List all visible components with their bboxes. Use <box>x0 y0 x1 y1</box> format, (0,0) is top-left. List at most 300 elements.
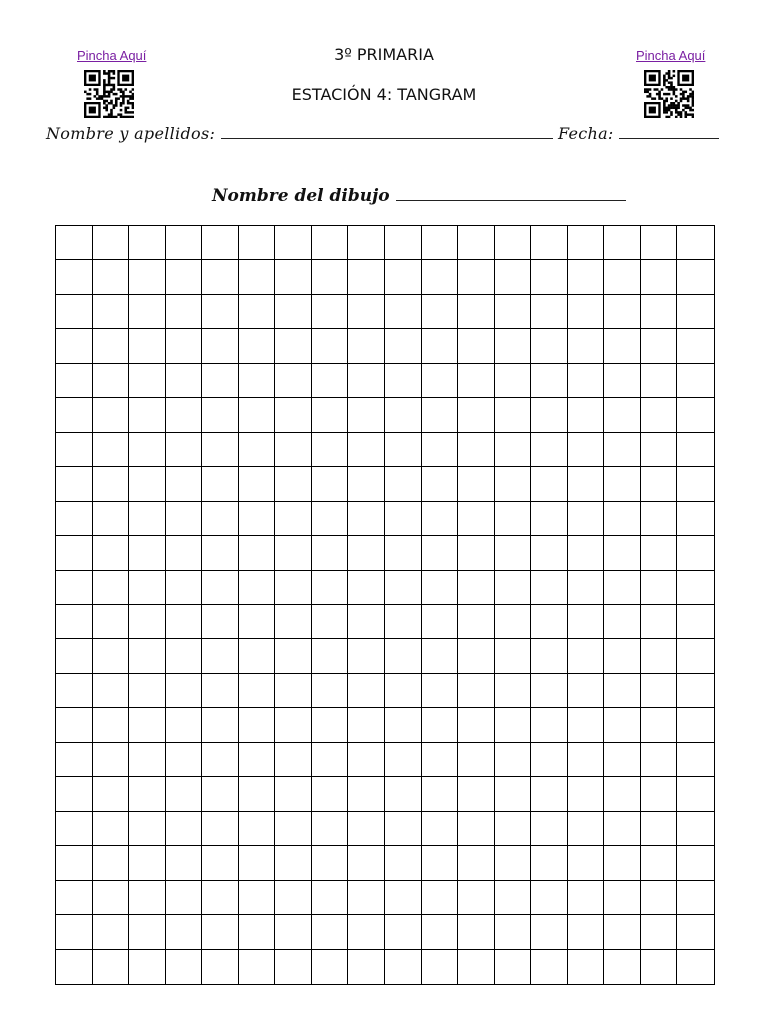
grid-cell <box>385 260 422 294</box>
grid-cell <box>531 708 568 742</box>
grid-cell <box>166 708 203 742</box>
grid-cell <box>312 467 349 501</box>
grid-cell <box>677 639 714 673</box>
grid-cell <box>166 777 203 811</box>
grid-cell <box>531 674 568 708</box>
grid-cell <box>385 398 422 432</box>
grid-cell <box>604 226 641 260</box>
grid-cell <box>385 605 422 639</box>
grid-cell <box>202 605 239 639</box>
grid-cell <box>202 708 239 742</box>
grid-cell <box>677 467 714 501</box>
grid-cell <box>202 812 239 846</box>
grid-cell <box>422 295 459 329</box>
grid-cell <box>239 674 276 708</box>
grid-cell <box>458 329 495 363</box>
grid-cell <box>385 777 422 811</box>
grid-cell <box>239 881 276 915</box>
grid-cell <box>56 915 93 949</box>
grid-cell <box>56 881 93 915</box>
grid-cell <box>422 467 459 501</box>
grid-cell <box>93 329 130 363</box>
grid-cell <box>93 743 130 777</box>
grid-cell <box>458 467 495 501</box>
grid-cell <box>604 295 641 329</box>
grid-cell <box>348 433 385 467</box>
pincha-aqui-link-right[interactable]: Pincha Aquí <box>636 48 706 63</box>
grid-cell <box>495 743 532 777</box>
grid-cell <box>56 950 93 984</box>
grid-cell <box>166 639 203 673</box>
grid-cell <box>677 743 714 777</box>
grid-cell <box>531 881 568 915</box>
grid-cell <box>348 846 385 880</box>
grid-cell <box>531 846 568 880</box>
grid-cell <box>129 364 166 398</box>
grid-cell <box>202 571 239 605</box>
grid-cell <box>568 226 605 260</box>
grid-cell <box>531 502 568 536</box>
grid-cell <box>56 536 93 570</box>
grid-cell <box>604 639 641 673</box>
grid-cell <box>312 881 349 915</box>
grid-cell <box>348 708 385 742</box>
grid-cell <box>56 364 93 398</box>
grid-cell <box>56 777 93 811</box>
grid-cell <box>385 639 422 673</box>
grid-cell <box>604 536 641 570</box>
grid-cell <box>531 329 568 363</box>
grid-cell <box>641 433 678 467</box>
grid-cell <box>239 329 276 363</box>
grid-cell <box>129 777 166 811</box>
grid-cell <box>129 708 166 742</box>
grid-cell <box>56 708 93 742</box>
grid-cell <box>458 846 495 880</box>
grid-cell <box>166 502 203 536</box>
grid-cell <box>348 467 385 501</box>
grid-cell <box>129 433 166 467</box>
grid-cell <box>422 364 459 398</box>
grid-cell <box>275 708 312 742</box>
grid-cell <box>239 502 276 536</box>
grid-cell <box>568 812 605 846</box>
grid-cell <box>495 846 532 880</box>
grid-cell <box>202 915 239 949</box>
grid-cell <box>56 605 93 639</box>
grid-cell <box>495 329 532 363</box>
grid-cell <box>641 674 678 708</box>
grid-cell <box>239 536 276 570</box>
grid-cell <box>568 398 605 432</box>
grid-cell <box>275 571 312 605</box>
grid-cell <box>275 812 312 846</box>
grid-cell <box>56 329 93 363</box>
grid-cell <box>129 674 166 708</box>
grid-cell <box>129 502 166 536</box>
grid-cell <box>239 295 276 329</box>
grid-cell <box>348 743 385 777</box>
grid-cell <box>312 777 349 811</box>
grid-cell <box>568 295 605 329</box>
grid-cell <box>202 536 239 570</box>
grid-cell <box>202 260 239 294</box>
grid-cell <box>312 536 349 570</box>
grid-cell <box>129 743 166 777</box>
grid-cell <box>531 226 568 260</box>
grid-cell <box>93 398 130 432</box>
grid-cell <box>312 226 349 260</box>
grid-cell <box>93 226 130 260</box>
grid-cell <box>604 777 641 811</box>
grid-cell <box>458 674 495 708</box>
grid-cell <box>275 743 312 777</box>
grid-cell <box>275 777 312 811</box>
grid-cell <box>348 639 385 673</box>
grid-cell <box>385 295 422 329</box>
grid-cell <box>239 433 276 467</box>
grid-cell <box>568 846 605 880</box>
grid-cell <box>495 777 532 811</box>
grid-cell <box>348 364 385 398</box>
grid-cell <box>129 536 166 570</box>
grid-cell <box>422 777 459 811</box>
grid-cell <box>93 846 130 880</box>
grid-cell <box>93 502 130 536</box>
grid-cell <box>422 605 459 639</box>
grid-cell <box>129 295 166 329</box>
grid-cell <box>348 571 385 605</box>
grid-cell <box>239 467 276 501</box>
grid-cell <box>604 950 641 984</box>
grid-cell <box>129 398 166 432</box>
grid-cell <box>495 605 532 639</box>
grid-cell <box>677 950 714 984</box>
grid-cell <box>239 605 276 639</box>
grid-cell <box>56 571 93 605</box>
grid-cell <box>239 398 276 432</box>
drawing-name-field[interactable] <box>396 199 626 201</box>
drawing-name-label: Nombre del dibujo <box>212 186 390 206</box>
grid-cell <box>312 639 349 673</box>
grid-cell <box>677 708 714 742</box>
grid-cell <box>275 398 312 432</box>
grid-cell <box>166 674 203 708</box>
grid-cell <box>422 226 459 260</box>
grid-cell <box>568 260 605 294</box>
grid-cell <box>641 812 678 846</box>
grid-cell <box>495 295 532 329</box>
grid-cell <box>166 260 203 294</box>
grid-cell <box>422 674 459 708</box>
drawing-name-row <box>212 186 626 206</box>
grid-cell <box>568 433 605 467</box>
grid-cell <box>641 502 678 536</box>
name-date-row <box>46 124 719 143</box>
grid-cell <box>312 502 349 536</box>
grid-cell <box>495 260 532 294</box>
grid-cell <box>677 364 714 398</box>
grid-cell <box>568 950 605 984</box>
grid-cell <box>239 571 276 605</box>
grid-cell <box>166 605 203 639</box>
grid-cell <box>495 571 532 605</box>
grid-cell <box>348 329 385 363</box>
grid-cell <box>495 502 532 536</box>
grid-cell <box>604 467 641 501</box>
grid-cell <box>202 502 239 536</box>
grid-cell <box>202 433 239 467</box>
grid-cell <box>641 467 678 501</box>
grid-cell <box>312 398 349 432</box>
grid-cell <box>604 812 641 846</box>
grid-cell <box>56 398 93 432</box>
grid-cell <box>422 502 459 536</box>
grid-cell <box>385 743 422 777</box>
grid-cell <box>202 398 239 432</box>
grid-cell <box>202 639 239 673</box>
grid-cell <box>129 846 166 880</box>
grid-cell <box>568 674 605 708</box>
grid-cell <box>129 605 166 639</box>
grid-cell <box>677 295 714 329</box>
grid-cell <box>568 915 605 949</box>
grid-cell <box>495 674 532 708</box>
grid-cell <box>93 433 130 467</box>
grid-cell <box>129 881 166 915</box>
grid-cell <box>312 364 349 398</box>
squared-grid <box>55 225 715 985</box>
grid-cell <box>385 846 422 880</box>
grid-cell <box>275 846 312 880</box>
grid-cell <box>385 502 422 536</box>
grid-cell <box>677 329 714 363</box>
grid-cell <box>93 881 130 915</box>
grid-cell <box>495 536 532 570</box>
grid-cell <box>641 329 678 363</box>
grid-cell <box>312 915 349 949</box>
grid-cell <box>93 467 130 501</box>
grid-cell <box>202 777 239 811</box>
grid-cell <box>458 812 495 846</box>
grid-cell <box>677 571 714 605</box>
grid-cell <box>56 502 93 536</box>
grid-cell <box>422 950 459 984</box>
grid-cell <box>641 364 678 398</box>
grid-cell <box>348 881 385 915</box>
grid-cell <box>641 708 678 742</box>
grid-cell <box>312 812 349 846</box>
name-field[interactable] <box>221 137 553 139</box>
grid-cell <box>166 536 203 570</box>
grid-cell <box>202 364 239 398</box>
grid-cell <box>458 605 495 639</box>
grid-cell <box>348 950 385 984</box>
grid-cell <box>641 398 678 432</box>
grid-cell <box>677 674 714 708</box>
grid-cell <box>56 467 93 501</box>
grid-cell <box>166 364 203 398</box>
grid-cell <box>422 846 459 880</box>
grid-cell <box>275 467 312 501</box>
grid-cell <box>495 226 532 260</box>
grid-cell <box>641 881 678 915</box>
grid-cell <box>641 639 678 673</box>
grid-cell <box>312 674 349 708</box>
grid-cell <box>56 812 93 846</box>
grid-cell <box>677 812 714 846</box>
grid-cell <box>677 226 714 260</box>
grid-cell <box>604 605 641 639</box>
grid-cell <box>385 571 422 605</box>
grid-cell <box>129 915 166 949</box>
grid-cell <box>677 260 714 294</box>
grid-cell <box>531 812 568 846</box>
grid-cell <box>202 295 239 329</box>
grid-cell <box>129 571 166 605</box>
grid-cell <box>202 950 239 984</box>
grid-cell <box>166 743 203 777</box>
grid-cell <box>495 433 532 467</box>
grid-cell <box>568 777 605 811</box>
grid-cell <box>422 571 459 605</box>
grid-cell <box>56 295 93 329</box>
grid-cell <box>348 260 385 294</box>
grid-cell <box>312 571 349 605</box>
grid-cell <box>275 364 312 398</box>
grid-cell <box>422 433 459 467</box>
grid-cell <box>202 881 239 915</box>
grid-cell <box>348 536 385 570</box>
grid-cell <box>604 846 641 880</box>
grid-cell <box>239 950 276 984</box>
grid-cell <box>531 398 568 432</box>
grid-cell <box>531 260 568 294</box>
grid-cell <box>348 502 385 536</box>
grid-cell <box>568 571 605 605</box>
grid-cell <box>641 571 678 605</box>
grid-cell <box>458 295 495 329</box>
grid-cell <box>275 639 312 673</box>
grid-cell <box>568 881 605 915</box>
qr-code-icon <box>644 70 694 118</box>
grid-cell <box>202 674 239 708</box>
grid-cell <box>495 398 532 432</box>
grid-cell <box>641 777 678 811</box>
grid-cell <box>677 777 714 811</box>
grid-cell <box>422 812 459 846</box>
grid-cell <box>56 674 93 708</box>
grid-cell <box>275 915 312 949</box>
grid-cell <box>385 226 422 260</box>
grid-cell <box>458 502 495 536</box>
grid-cell <box>677 881 714 915</box>
grid-cell <box>604 743 641 777</box>
grid-cell <box>239 743 276 777</box>
grid-cell <box>458 881 495 915</box>
grid-cell <box>458 915 495 949</box>
grid-cell <box>385 536 422 570</box>
grid-cell <box>93 364 130 398</box>
grid-cell <box>312 708 349 742</box>
grid-cell <box>641 915 678 949</box>
grid-cell <box>166 226 203 260</box>
grid-cell <box>93 950 130 984</box>
grid-cell <box>239 708 276 742</box>
grid-cell <box>568 743 605 777</box>
grid-cell <box>641 605 678 639</box>
grid-cell <box>568 639 605 673</box>
grid-cell <box>641 536 678 570</box>
grid-cell <box>239 777 276 811</box>
grid-cell <box>56 639 93 673</box>
grid-cell <box>166 950 203 984</box>
grid-cell <box>677 398 714 432</box>
grid-cell <box>458 571 495 605</box>
grid-cell <box>93 708 130 742</box>
grid-cell <box>202 467 239 501</box>
grid-cell <box>531 777 568 811</box>
grid-cell <box>458 777 495 811</box>
grade-title: 3º PRIMARIA <box>334 45 434 64</box>
grid-cell <box>312 743 349 777</box>
grid-cell <box>458 708 495 742</box>
grid-cell <box>458 226 495 260</box>
grid-cell <box>275 295 312 329</box>
grid-cell <box>166 881 203 915</box>
grid-cell <box>458 364 495 398</box>
grid-cell <box>93 536 130 570</box>
grid-cell <box>93 295 130 329</box>
grid-cell <box>93 674 130 708</box>
grid-cell <box>93 777 130 811</box>
grid-cell <box>458 433 495 467</box>
grid-cell <box>641 295 678 329</box>
grid-cell <box>422 536 459 570</box>
grid-cell <box>166 433 203 467</box>
grid-cell <box>568 536 605 570</box>
grid-cell <box>166 812 203 846</box>
grid-cell <box>312 950 349 984</box>
grid-cell <box>385 364 422 398</box>
grid-cell <box>568 502 605 536</box>
grid-cell <box>604 881 641 915</box>
grid-cell <box>495 915 532 949</box>
grid-cell <box>56 433 93 467</box>
grid-cell <box>312 260 349 294</box>
grid-cell <box>202 226 239 260</box>
grid-cell <box>275 433 312 467</box>
grid-cell <box>348 295 385 329</box>
grid-cell <box>531 950 568 984</box>
grid-cell <box>604 915 641 949</box>
grid-cell <box>385 915 422 949</box>
grid-cell <box>568 605 605 639</box>
date-field[interactable] <box>619 137 719 139</box>
grid-cell <box>56 846 93 880</box>
grid-cell <box>568 364 605 398</box>
grid-cell <box>422 639 459 673</box>
grid-cell <box>568 708 605 742</box>
grid-cell <box>56 260 93 294</box>
grid-cell <box>604 708 641 742</box>
grid-cell <box>239 364 276 398</box>
grid-cell <box>56 226 93 260</box>
grid-cell <box>677 605 714 639</box>
grid-cell <box>93 915 130 949</box>
pincha-aqui-link-left[interactable]: Pincha Aquí <box>77 48 147 63</box>
grid-cell <box>604 398 641 432</box>
